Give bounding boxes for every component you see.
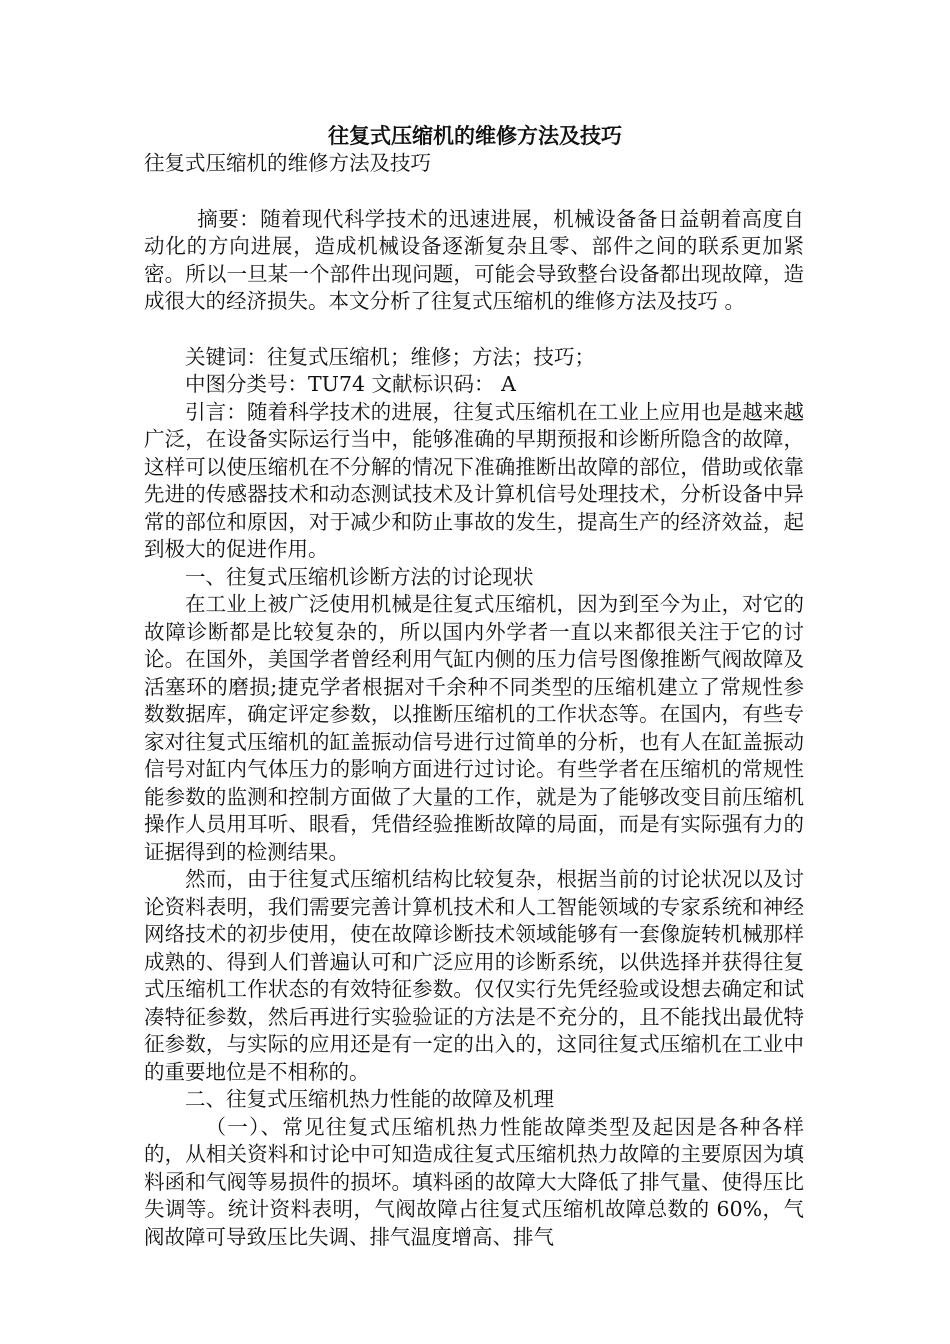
blank-line — [144, 178, 804, 206]
blank-line — [144, 316, 804, 344]
document-subtitle: 往复式压缩机的维修方法及技巧 — [144, 151, 431, 175]
document-title: 往复式压缩机的维修方法及技巧 — [328, 124, 622, 148]
abstract-paragraph: 摘要：随着现代科学技术的迅速进展，机械设备备日益朝着高度自动化的方向进展，造成机械设备逐渐复杂且零、部件之间的联系更加紧密。所以一旦某一个部件出现问题，可能会导致整台设备都出现故障，造成很大的经济损失。本文分析了往复式压缩机的维修方法及技巧 。 — [144, 206, 804, 313]
keywords-line: 关键词：往复式压缩机；维修；方法；技巧； — [185, 344, 595, 369]
section-1-heading: 一、往复式压缩机诊断方法的讨论现状 — [185, 564, 534, 589]
document-body — [144, 150, 804, 1251]
section-2-paragraph-1: （一）、常见往复式压缩机热力性能故障类型及起因是各种各样的，从相关资料和讨论中可知造成往复式压缩机热力故障的主要原因为填料函和气阀等易损件的损坏。填料函的故障大大降低了排气量、使得压比失调等。统计资料表明，气阀故障占往复式压缩机故障总数的 60%，气阀故障可导致压比失调、排气温度增高、排气 — [144, 1114, 804, 1249]
introduction-paragraph: 引言：随着科学技术的进展，往复式压缩机在工业上应用也是越来越广泛，在设备实际运行当中，能够准确的早期预报和诊断所隐含的故障，这样可以使压缩机在不分解的情况下准确推断出故障的部位，借助或依靠先进的传感器技术和动态测试技术及计算机信号处理技术，分析设备中异常的部位和原因，对于减少和防止事故的发生，提高生产的经济效益，起到极大的促进作用。 — [144, 399, 804, 561]
classification-line: 中图分类号：TU74 文献标识码： A — [185, 372, 516, 396]
section-1-paragraph-2: 然而，由于往复式压缩机结构比较复杂，根据当前的讨论状况以及讨论资料表明，我们需要完善计算机技术和人工智能领域的专家系统和神经网络技术的初步使用，使在故障诊断技术领域能够有一套像旋转机械那样成熟的、得到人们普遍认可和广泛应用的诊断系统，以供选择并获得往复式压缩机工作状态的有效特征参数。仅仅实行先凭经验或设想去确定和试凑特征参数，然后再进行实验验证的方法是不充分的，且不能找出最优特征参数，与实际的应用还是有一定的出入的，这同往复式压缩机在工业中的重要地位是不相称的。 — [144, 867, 804, 1084]
section-1-paragraph-1: 在工业上被广泛使用机械是往复式压缩机，因为到至今为止，对它的故障诊断都是比较复杂的，所以国内外学者一直以来都很关注于它的讨论。在国外，美国学者曾经利用气缸内侧的压力信号图像推断气阀故障及活塞环的磨损;捷克学者根据对千余种不同类型的压缩机建立了常规性参数数据库，确定评定参数，以推断压缩机的工作状态等。在国内，有些专家对往复式压缩机的缸盖振动信号进行过简单的分析，也有人在缸盖振动信号对缸内气体压力的影响方面进行过讨论。有些学者在压缩机的常规性能参数的监测和控制方面做了大量的工作，就是为了能够改变目前压缩机操作人员用耳听、眼看，凭借经验推断故障的局面，而是有实际强有力的证据得到的检测结果。 — [144, 592, 804, 864]
section-2-heading: 二、往复式压缩机热力性能的故障及机理 — [185, 1087, 554, 1111]
